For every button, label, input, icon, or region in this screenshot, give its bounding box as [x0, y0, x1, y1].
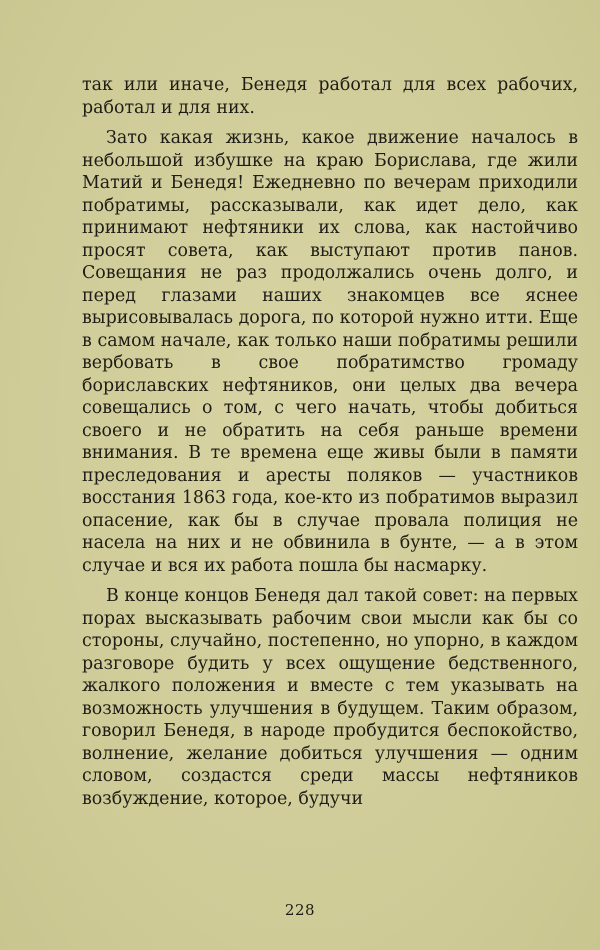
paragraph-2: Зато какая жизнь, какое движение началось в небольшой избушке на краю Борислава, где жили Матий и Бенедя! Ежедневно по вечерам приходили побратимы, рассказывали, как идет дело, как принимают нефтяники их слова, как настойчиво просят совета, как выступают против панов. Совещания не раз продолжались очень долго, и перед глазами наших знакомцев все яснее вырисовывалась дорога, по которой нужно итти. Еще в самом начале, как только наши побратимы решили вербовать в свое побратимство громаду бориславских нефтяников, они целых два вечера совещались о том, с чего начать, чтобы добиться своего и не обратить на себя раньше времени внимания. В те времена еще живы были в памяти преследования и аресты поляков — участников восстания 1863 года, кое-кто из побратимов выразил опасение, как бы в случае провала полиция не насела на них и не обвинила в бунте, — а в этом случае и вся их работа пошла бы насмарку.	[82, 128, 578, 576]
page-number: 228	[284, 901, 316, 919]
paragraph-1: так или иначе, Бенедя работал для всех рабочих, работал и для них.	[82, 75, 578, 118]
body-text	[82, 74, 578, 818]
paragraph-3: В конце концов Бенедя дал такой совет: на первых порах высказывать рабочим свои мысли как бы со стороны, случайно, постепенно, но упорно, в каждом разговоре будить у всех ощущение бедственного, жалкого положения и вместе с тем указывать на возможность улучшения в будущем. Таким образом, говорил Бенедя, в народе пробудится беспокойство, волнение, желание добиться улучшения — одним словом, создастся среди массы нефтяников возбуждение, которое, будучи	[82, 586, 578, 809]
